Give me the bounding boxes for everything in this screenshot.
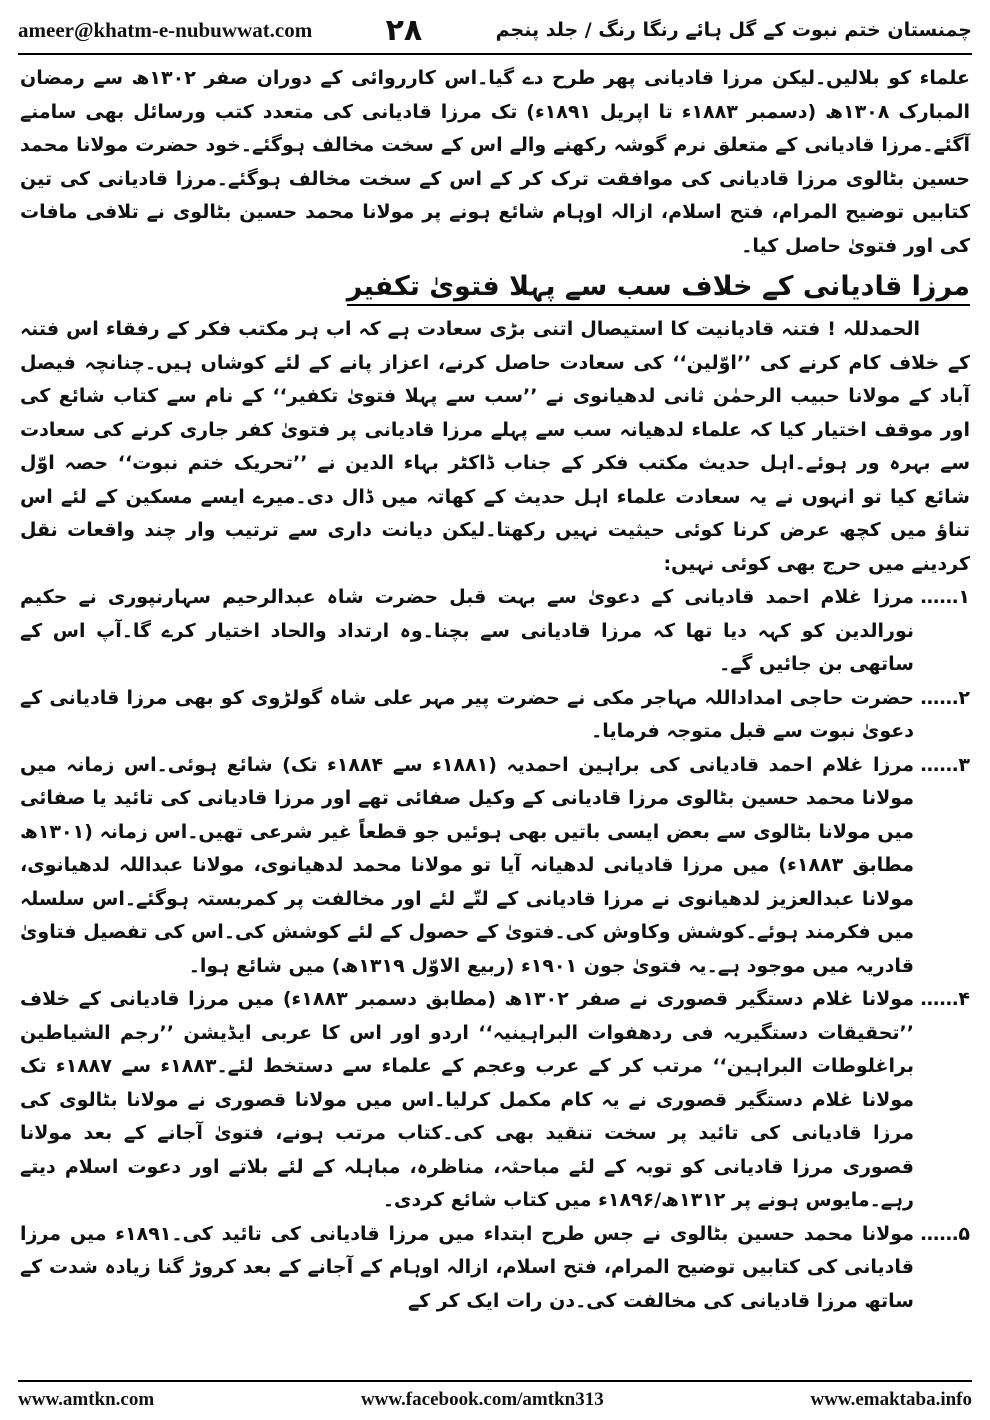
- list-item-number: ۵……: [920, 1222, 970, 1245]
- list-item: [20, 682, 970, 749]
- page-header: [18, 8, 972, 52]
- body-paragraph: الحمدللہ ! فتنہ قادیانیت کا استیصال اتنی بڑی سعادت ہے کہ اب ہر مکتب فکر کے رفقاء اس فتنہ کے خلاف کام کرنے کی ’’اوّلین‘‘ کی سعادت حاصل کرنے، اعزاز پانے کے لئے کوشاں ہیں۔چنانچہ فیصل آباد کے مولانا حبیب الرحمٰن ثانی لدھیانوی نے ’’سب سے پہلا فتویٰ تکفیر‘‘ کے نام سے کتاب شائع کی اور موقف اختیار کیا کہ علماء لدھیانہ سب سے پہلے مرزا قادیانی پر فتویٰ کفر جاری کرنے کی سعادت سے بہرہ ور ہوئے۔اہل حدیث مکتب فکر کے جناب ڈاکٹر بہاء الدین نے ’’تحریک ختم نبوت‘‘ حصہ اوّل شائع کیا تو انہوں نے یہ سعادت علماء اہل حدیث کے کھاتہ میں ڈال دی۔میرے ایسے مسکین کے لئے اس تناؤ میں کچھ عرض کرنا کوئی حیثیت نہیں رکھتا۔لیکن دیانت داری سے ترتیب وار چند واقعات نقل کردینے میں حرج بھی کوئی نہیں:: [20, 318, 970, 575]
- list-item-text: مولانا غلام دستگیر قصوری نے صفر ۱۳۰۲ھ (مطابق دسمبر ۱۸۸۳ء) میں مرزا قادیانی کے خلاف ’’تحقیقات دستگیریہ فی ردھفوات البراہینیہ‘‘ اردو اور اس کا عربی ایڈیشن ’’رجم الشیاطین براغلوطات البراہین‘‘ مرتب کر کے عرب وعجم کے علماء سے دستخط لئے۔۱۸۸۳ء سے ۱۸۸۷ء تک مولانا غلام دستگیر قصوری نے یہ کام مکمل کرلیا۔اس میں مولانا قصوری نے مولانا بٹالوی کی مرزا قادیانی کی تائید پر سخت تنقید بھی کی۔کتاب مرتب ہونے، فتویٰ آجانے کے بعد مولانا قصوری مرزا قادیانی کو توبہ کے لئے مباحثہ، مناظرہ، مباہلہ کے لئے بلاتے اور دعوت اسلام دیتے رہے۔مایوس ہونے پر ۱۳۱۲ھ/۱۸۹۶ء میں کتاب شائع کردی۔: [20, 988, 915, 1211]
- list-item-text: مرزا غلام احمد قادیانی کے دعویٰ سے بہت قبل حضرت شاہ عبدالرحیم سہارنپوری نے حکیم نورالدین کو کہہ دیا تھا کہ مرزا قادیانی سے بچنا۔وہ ارتداد والحاد اختیار کرے گا۔آپ اس کے ساتھی بن جائیں گے۔: [20, 586, 914, 675]
- footer-link-amtkn[interactable]: www.amtkn.com: [18, 1389, 155, 1410]
- book-title: چمنستان ختم نبوت کے گل ہائے رنگا رنگ / جلد پنجم: [495, 19, 972, 41]
- section-heading-text: مرزا قادیانی کے خلاف سب سے پہلا فتویٰ تکفیر: [347, 271, 970, 306]
- list-item-text: حضرت حاجی امداداللہ مہاجر مکی نے حضرت پیر مہر علی شاہ گولڑوی کو بھی مرزا قادیانی کے دعویٰ نبوت سے قبل متوجہ فرمایا۔: [20, 686, 914, 742]
- header-email[interactable]: ameer@khatm-e-nubuwwat.com: [18, 17, 313, 42]
- intro-paragraph: علماء کو بلالیں۔لیکن مرزا قادیانی پھر طرح دے گیا۔اس کارروائی کے دوران صفر ۱۳۰۲ھ سے رمضان المبارک ۱۳۰۸ھ (دسمبر ۱۸۸۳ء تا اپریل ۱۸۹۱ء) تک مرزا قادیانی کی متعدد کتب ورسائل بھی سامنے آگئے۔مرزا قادیانی کے متعلق نرم گوشہ رکھنے والے اس کے سخت مخالف ہوگئے۔خود حضرت مولانا محمد حسین بٹالوی مرزا قادیانی کی موافقت ترک کر کے اس کے سخت مخالف ہوگئے۔مرزا قادیانی کی تین کتابیں توضیح المرام، فتح اسلام، ازالہ اوہام شائع ہونے پر مولانا محمد حسین بٹالوی نے تلافی مافات کی اور فتویٰ حاصل کیا۔: [20, 67, 970, 257]
- page-body: [20, 62, 970, 1364]
- list-item: [20, 1218, 970, 1319]
- header-divider: [18, 53, 972, 55]
- section-heading: [20, 265, 970, 309]
- footer-link-facebook[interactable]: www.facebook.com/amtkn313: [360, 1389, 604, 1410]
- footer-divider: [18, 1380, 972, 1382]
- footer-link-emaktaba[interactable]: www.emaktaba.info: [810, 1389, 972, 1410]
- list-item-text: مولانا محمد حسین بٹالوی نے جس طرح ابتداء میں مرزا قادیانی کی تائید کی۔۱۸۹۱ء میں مرزا قادیانی کی کتابیں توضیح المرام، فتح اسلام، ازالہ اوہام کے آجانے کے بعد کروڑ گنا زیادہ شدت کے ساتھ مرزا قادیانی کی مخالفت کی۔دن رات ایک کر کے: [20, 1222, 914, 1312]
- list-item-number: ۱……: [920, 586, 970, 608]
- list-item: [20, 983, 970, 1218]
- list-item-number: ۲……: [920, 686, 970, 709]
- page-footer: [18, 1384, 972, 1416]
- list-item-number: ۴……: [920, 988, 970, 1010]
- page-number: ۲۸: [385, 12, 423, 48]
- list-item-number: ۳……: [920, 753, 970, 776]
- list-item: [20, 581, 970, 682]
- list-item: [20, 749, 970, 984]
- list-item-text: مرزا غلام احمد قادیانی کی براہین احمدیہ (۱۸۸۱ء سے ۱۸۸۴ء تک) شائع ہوئی۔اس زمانہ میں مولانا محمد حسین بٹالوی مرزا قادیانی کے وکیل صفائی تھے اور مرزا قادیانی کی تائید یا صفائی میں مولانا بٹالوی سے بعض ایسی باتیں بھی ہوئیں جو قطعاً غیر شرعی تھیں۔اس زمانہ (۱۳۰۱ھ مطابق ۱۸۸۳ء) میں مرزا قادیانی لدھیانہ آیا تو مولانا محمد لدھیانوی، مولانا عبداللہ لدھیانوی، مولانا عبدالعزیز لدھیانوی نے مرزا قادیانی کے لتّے لئے اور مخالفت پر کمربستہ ہوگئے۔اس سلسلہ میں فکرمند ہوئے۔کوشش وکاوش کی۔فتویٰ کے حصول کے لئے کوشش کی۔اس کی تفصیل فتاویٰ قادریہ میں موجود ہے۔یہ فتویٰ جون ۱۹۰۱ء (ربیع الاوّل ۱۳۱۹ھ) میں شائع ہوا۔: [20, 753, 915, 977]
